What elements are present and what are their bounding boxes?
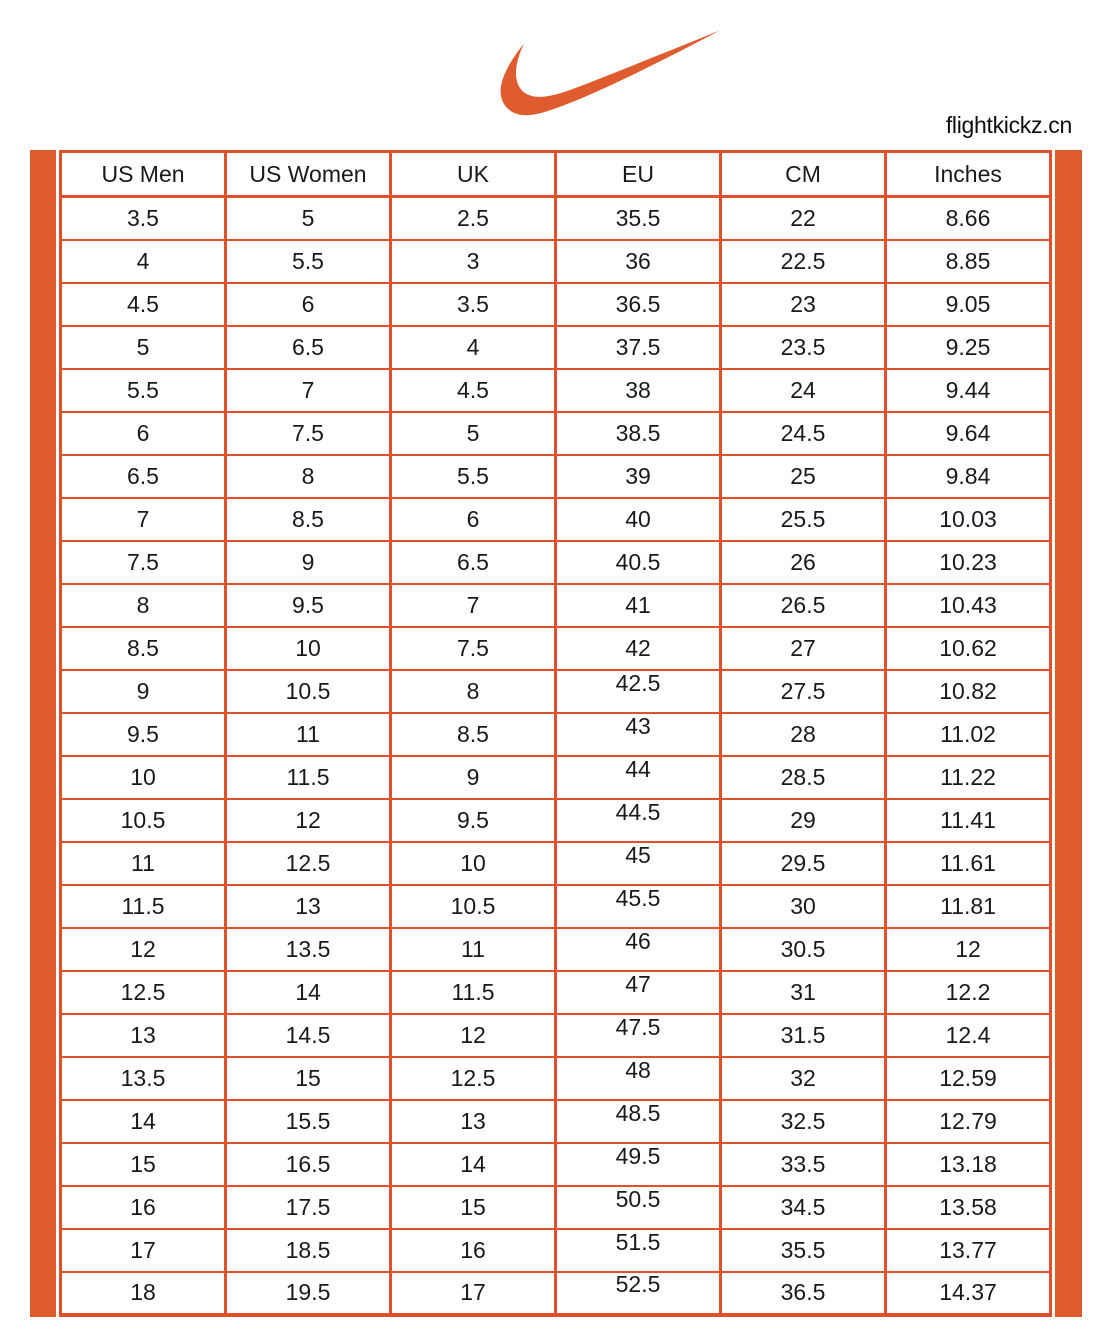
table-cell: 6.5 — [226, 326, 391, 369]
table-cell: 27 — [721, 627, 886, 670]
table-cell: 26.5 — [721, 584, 886, 627]
table-cell: 5.5 — [391, 455, 556, 498]
table-cell — [556, 1014, 721, 1057]
table-cell: 30.5 — [721, 928, 886, 971]
table-cell: 12.5 — [226, 842, 391, 885]
table-cell: 19.5 — [226, 1272, 391, 1315]
table-cell: 24 — [721, 369, 886, 412]
table-cell: 12.5 — [391, 1057, 556, 1100]
column-header: UK — [391, 152, 556, 197]
table-cell: 12.4 — [886, 1014, 1051, 1057]
table-cell: 9.05 — [886, 283, 1051, 326]
table-cell — [556, 1100, 721, 1143]
column-header: EU — [556, 152, 721, 197]
table-cell: 31 — [721, 971, 886, 1014]
table-row — [61, 1186, 1051, 1229]
table-cell: 12 — [886, 928, 1051, 971]
table-cell: 18 — [61, 1272, 226, 1315]
table-cell: 11 — [391, 928, 556, 971]
eu-value: 52.5 — [615, 1271, 661, 1297]
table-cell: 41 — [556, 584, 721, 627]
table-cell: 11.61 — [886, 842, 1051, 885]
table-cell: 12 — [61, 928, 226, 971]
table-cell: 22 — [721, 197, 886, 240]
table-cell: 12 — [391, 1014, 556, 1057]
table-row — [61, 326, 1051, 369]
table-cell: 8.5 — [61, 627, 226, 670]
table-cell: 9.44 — [886, 369, 1051, 412]
table-row — [61, 842, 1051, 885]
table-cell: 36.5 — [721, 1272, 886, 1315]
table-cell: 6 — [61, 412, 226, 455]
table-row — [61, 498, 1051, 541]
table-cell — [556, 756, 721, 799]
table-cell: 12.2 — [886, 971, 1051, 1014]
table-cell: 13 — [391, 1100, 556, 1143]
table-cell: 3.5 — [391, 283, 556, 326]
table-cell: 10 — [391, 842, 556, 885]
table-cell: 12.59 — [886, 1057, 1051, 1100]
table-row — [61, 885, 1051, 928]
table-row — [61, 1272, 1051, 1315]
table-cell: 22.5 — [721, 240, 886, 283]
table-cell: 6.5 — [391, 541, 556, 584]
table-cell: 10 — [226, 627, 391, 670]
table-row — [61, 1057, 1051, 1100]
table-cell: 30 — [721, 885, 886, 928]
table-cell: 10.5 — [226, 670, 391, 713]
table-row — [61, 240, 1051, 283]
table-cell: 5.5 — [226, 240, 391, 283]
table-cell: 4 — [391, 326, 556, 369]
table-cell: 18.5 — [226, 1229, 391, 1272]
table-cell: 14 — [61, 1100, 226, 1143]
table-cell: 7 — [391, 584, 556, 627]
eu-value: 48.5 — [615, 1099, 661, 1126]
eu-value: 46 — [625, 927, 651, 954]
eu-value: 42.5 — [615, 669, 661, 696]
table-cell: 4 — [61, 240, 226, 283]
eu-value: 45 — [625, 841, 651, 868]
table-row — [61, 584, 1051, 627]
table-cell: 33.5 — [721, 1143, 886, 1186]
right-orange-bar — [1055, 150, 1082, 1317]
table-cell: 13.5 — [61, 1057, 226, 1100]
table-cell: 9.5 — [391, 799, 556, 842]
table-cell — [556, 1143, 721, 1186]
table-row — [61, 670, 1051, 713]
table-cell — [556, 713, 721, 756]
table-cell: 5 — [61, 326, 226, 369]
eu-value: 44.5 — [615, 798, 661, 825]
table-row — [61, 455, 1051, 498]
column-header: Inches — [886, 152, 1051, 197]
table-cell: 14.5 — [226, 1014, 391, 1057]
table-row — [61, 412, 1051, 455]
table-cell: 36.5 — [556, 283, 721, 326]
table-cell: 15 — [391, 1186, 556, 1229]
table-cell: 29.5 — [721, 842, 886, 885]
table-cell: 10.5 — [61, 799, 226, 842]
table-cell: 28.5 — [721, 756, 886, 799]
eu-value: 47.5 — [615, 1013, 661, 1040]
table-cell: 8 — [391, 670, 556, 713]
table-row — [61, 627, 1051, 670]
table-cell — [556, 1057, 721, 1100]
table-cell: 16.5 — [226, 1143, 391, 1186]
column-header: CM — [721, 152, 886, 197]
table-cell: 34.5 — [721, 1186, 886, 1229]
table-cell: 8.66 — [886, 197, 1051, 240]
table-cell: 17.5 — [226, 1186, 391, 1229]
table-row — [61, 283, 1051, 326]
table-cell: 38.5 — [556, 412, 721, 455]
table-cell: 4.5 — [391, 369, 556, 412]
eu-value: 43 — [625, 712, 651, 739]
table-cell: 11.81 — [886, 885, 1051, 928]
column-header: US Men — [61, 152, 226, 197]
table-cell: 10.62 — [886, 627, 1051, 670]
table-cell: 9 — [391, 756, 556, 799]
table-cell: 15 — [61, 1143, 226, 1186]
table-cell: 36 — [556, 240, 721, 283]
table-cell — [556, 885, 721, 928]
table-cell: 7.5 — [226, 412, 391, 455]
table-cell: 7.5 — [391, 627, 556, 670]
table-cell: 23.5 — [721, 326, 886, 369]
table-row — [61, 1014, 1051, 1057]
table-cell — [556, 928, 721, 971]
table-cell: 6 — [226, 283, 391, 326]
table-cell: 10.82 — [886, 670, 1051, 713]
table-cell: 40.5 — [556, 541, 721, 584]
table-cell: 10.43 — [886, 584, 1051, 627]
table-cell: 11.02 — [886, 713, 1051, 756]
table-row — [61, 197, 1051, 240]
table-row — [61, 1100, 1051, 1143]
table-cell: 8.5 — [226, 498, 391, 541]
table-cell: 10 — [61, 756, 226, 799]
table-cell: 8.85 — [886, 240, 1051, 283]
table-cell: 12.79 — [886, 1100, 1051, 1143]
table-body — [61, 197, 1051, 1315]
table-cell — [556, 1186, 721, 1229]
table-cell: 16 — [61, 1186, 226, 1229]
table-row — [61, 369, 1051, 412]
website-name: flightkickz.cn — [945, 112, 1072, 138]
table-cell: 6.5 — [61, 455, 226, 498]
table-cell — [556, 799, 721, 842]
table-cell: 12 — [226, 799, 391, 842]
table-row — [61, 1143, 1051, 1186]
table-row — [61, 541, 1051, 584]
table-cell: 25 — [721, 455, 886, 498]
table-cell: 40 — [556, 498, 721, 541]
table-cell: 5.5 — [61, 369, 226, 412]
table-cell: 10.23 — [886, 541, 1051, 584]
table-cell: 8.5 — [391, 713, 556, 756]
table-cell: 11.5 — [391, 971, 556, 1014]
table-cell: 15.5 — [226, 1100, 391, 1143]
table-cell: 9 — [226, 541, 391, 584]
table-cell: 13.58 — [886, 1186, 1051, 1229]
table-cell: 11.41 — [886, 799, 1051, 842]
table-cell: 5 — [226, 197, 391, 240]
table-header — [61, 152, 1051, 197]
table-row — [61, 971, 1051, 1014]
table-cell: 10.5 — [391, 885, 556, 928]
table-cell: 9.5 — [226, 584, 391, 627]
table-cell: 13.77 — [886, 1229, 1051, 1272]
table-cell: 35.5 — [721, 1229, 886, 1272]
table-row — [61, 713, 1051, 756]
table-cell: 9.25 — [886, 326, 1051, 369]
table-cell: 2.5 — [391, 197, 556, 240]
eu-value: 48 — [625, 1056, 651, 1083]
table-cell: 9.84 — [886, 455, 1051, 498]
table-cell: 28 — [721, 713, 886, 756]
table-cell: 3 — [391, 240, 556, 283]
table-cell: 17 — [391, 1272, 556, 1315]
table-cell: 12.5 — [61, 971, 226, 1014]
table-cell: 32.5 — [721, 1100, 886, 1143]
size-conversion-table — [59, 150, 1052, 1317]
table-row — [61, 799, 1051, 842]
table-cell: 10.03 — [886, 498, 1051, 541]
table-cell: 26 — [721, 541, 886, 584]
header-row — [61, 152, 1051, 197]
table-cell: 11 — [226, 713, 391, 756]
table-cell: 13.5 — [226, 928, 391, 971]
table-cell: 14.37 — [886, 1272, 1051, 1315]
table-cell: 24.5 — [721, 412, 886, 455]
table-cell: 3.5 — [61, 197, 226, 240]
table-cell: 17 — [61, 1229, 226, 1272]
table-cell: 9.5 — [61, 713, 226, 756]
eu-value: 50.5 — [615, 1185, 661, 1212]
nike-swoosh-icon — [452, 28, 724, 120]
table-cell: 7 — [226, 369, 391, 412]
table-cell: 14 — [391, 1143, 556, 1186]
table-cell — [556, 1272, 721, 1315]
table-cell: 13 — [61, 1014, 226, 1057]
table-cell: 6 — [391, 498, 556, 541]
table-cell: 16 — [391, 1229, 556, 1272]
table-cell: 8 — [226, 455, 391, 498]
eu-value: 47 — [625, 970, 651, 997]
table-cell: 11.5 — [61, 885, 226, 928]
table-cell: 35.5 — [556, 197, 721, 240]
table-cell: 15 — [226, 1057, 391, 1100]
left-orange-bar — [30, 150, 56, 1317]
table-cell: 4.5 — [61, 283, 226, 326]
table-row — [61, 1229, 1051, 1272]
table-cell: 9.64 — [886, 412, 1051, 455]
table-cell: 42 — [556, 627, 721, 670]
table-cell — [556, 1229, 721, 1272]
table-cell: 38 — [556, 369, 721, 412]
table-cell: 14 — [226, 971, 391, 1014]
column-header: US Women — [226, 152, 391, 197]
table-cell: 23 — [721, 283, 886, 326]
table-cell: 11 — [61, 842, 226, 885]
table-row — [61, 756, 1051, 799]
eu-value: 49.5 — [615, 1142, 661, 1169]
table-cell: 39 — [556, 455, 721, 498]
table-cell: 31.5 — [721, 1014, 886, 1057]
table-cell: 13.18 — [886, 1143, 1051, 1186]
table-cell — [556, 670, 721, 713]
table-cell: 25.5 — [721, 498, 886, 541]
table-cell: 8 — [61, 584, 226, 627]
table-cell: 7.5 — [61, 541, 226, 584]
table-cell: 32 — [721, 1057, 886, 1100]
table-cell: 11.5 — [226, 756, 391, 799]
table-cell: 29 — [721, 799, 886, 842]
table-cell: 37.5 — [556, 326, 721, 369]
eu-value: 44 — [625, 755, 651, 782]
table-cell — [556, 842, 721, 885]
table-cell: 11.22 — [886, 756, 1051, 799]
table-cell: 5 — [391, 412, 556, 455]
table-cell — [556, 971, 721, 1014]
table-cell: 27.5 — [721, 670, 886, 713]
table-cell: 9 — [61, 670, 226, 713]
eu-value: 45.5 — [615, 884, 661, 911]
table-row — [61, 928, 1051, 971]
eu-value: 51.5 — [615, 1228, 661, 1255]
table-cell: 7 — [61, 498, 226, 541]
table-cell: 13 — [226, 885, 391, 928]
size-chart-frame — [30, 150, 1082, 1317]
